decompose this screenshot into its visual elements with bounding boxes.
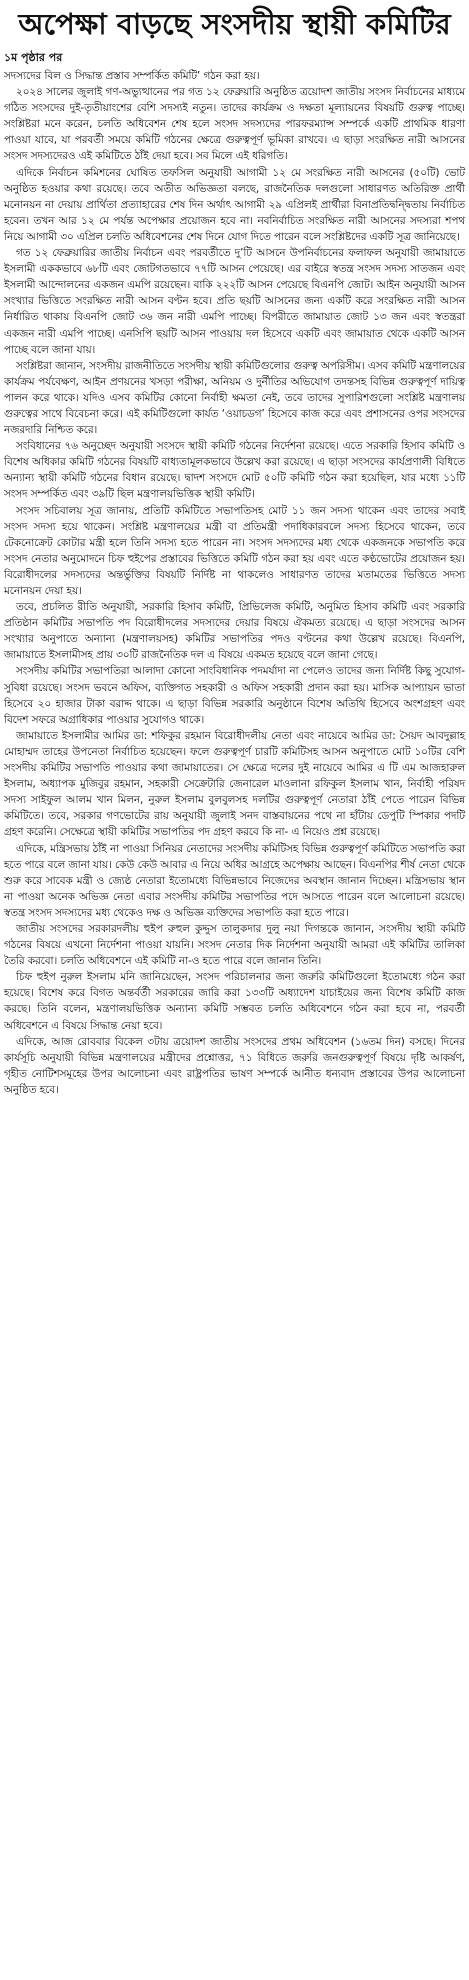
article-paragraph: ২০২৪ সালের জুলাই গণ-অভ্যুত্থানের পর গত ১২ ফেব্রুয়ারি অনুষ্ঠিত ত্রয়োদশ জাতীয় সংসদ নির্বাচনের মাধ্যমে গঠিত সংসদের দুই-তৃতীয়াংশের বেশি সদস্যই নতুন। তাদের কার্যক্রম ও দক্ষতা মূল্যায়নের বিষয়টি গুরুত্ব পাচ্ছে। সংশ্লিষ্টরা মনে করেন, চলতি অধিবেশন শেষ হলে সংসদ সদস্যদের পারফরম্যান্স সম্পর্কে একটি প্রাথমিক ধারণা পাওয়া যাবে, যা পরবর্তী সময়ে কমিটি গঠনের ক্ষেত্রে গুরুত্বপূর্ণ ভূমিকা রাখবে। এ ছাড়া সংরক্ষিত নারী আসনের সংসদ সদস্যদেরও এই কমিটিতে ঠাঁই দেয়া হবে। সব মিলে এই ধরিগতি। [4, 86, 465, 163]
article-paragraph: এদিকে, আজ রোববার বিকেল ৩টায় ত্রয়োদশ জাতীয় সংসদের প্রথম অধিবেশন (১৬তম দিন) বসছে। দিনের কার্যসূচি অনুযায়ী বিভিন্ন মন্ত্রণালয়ের মন্ত্রীদের প্রশ্নোত্তর, ৭১ বিধিতে জরুরি জনগুরুত্বপূর্ণ বিষয়ে দৃষ্টি আকর্ষণ, গৃহীত নোটিশসমূহের উপর আলোচনা এবং রাষ্ট্রপতির ভাষণ সম্পর্কে আনীত ধন্যবাদ প্রস্তাবের উপর আলোচনা অনুষ্ঠিত হবে। [4, 1035, 465, 1096]
article-headline: অপেক্ষা বাড়ছে সংসদীয় স্থায়ী কমিটির [18, 7, 451, 41]
article-paragraph: চিফ হুইপ নুরুল ইসলাম মনি জানিয়েছেন, সংসদ পরিচালনার জন্য জরুরি কমিটিগুলো ইতোমধ্যে গঠন করা হয়েছে। বিশেষ করে বিগত অন্তর্বর্তী সরকারের জারি করা ১৩৩টি অধ্যাদেশ যাচাইয়ের জন্য বিশেষ কমিটি কাজ করছে। তিনি বলেন, মন্ত্রণালয়ভিত্তিক অন্যান্য কমিটি সম্ভবত চলতি অধিবেশনে গঠন করা হবে না, পরবর্তী অধিবেশনে এ বিষয়ে সিদ্ধান্ত নেয়া হবে। [4, 971, 465, 1032]
article-paragraph: সংশ্লিষ্টরা জানান, সংসদীয় রাজনীতিতে সংসদীয় স্থায়ী কমিটিগুলোর গুরুত্ব অপরিসীম। এসব কমিটি মন্ত্রণালয়ের কার্যক্রম পর্যবেক্ষণ, আইন প্রণয়নের খসড়া পরীক্ষা, অনিয়ম ও দুর্নীতির অভিযোগ তদন্তসহ বিভিন্ন গুরুত্বপূর্ণ দায়িত্ব পালন করে থাকে। যদিও এসব কমিটির কোনো নির্বাহী ক্ষমতা নেই, তবে তাদের সুপারিশগুলো সংশ্লিষ্ট মন্ত্রণালয় গুরুত্বের সাথে বিবেচনা করে। এই কমিটিগুলো কার্যত ‘ওয়াচডগ’ হিসেবে কাজ করে এবং প্রশাসনের ওপর সংসদের নজরদারি নিশ্চিত করে। [4, 359, 465, 437]
article-paragraph: সংসদ সচিবালয় সূত্র জানায়, প্রতিটি কমিটিতে সভাপতিসহ মোট ১১ জন সদস্য থাকেন এবং তাদের সবাই সংসদ সদস্য হয়ে থাকেন। সংশ্লিষ্ট মন্ত্রণালয়ের মন্ত্রী বা প্রতিমন্ত্রী পদাধিকারবলে সদস্য হিসেবে থাকেন, তবে টেকনোক্রেট কোটার মন্ত্রী হলে তিনি সদস্য হতে পারেন না। সংসদ সদস্যদের মধ্য থেকে একজনকে সভাপতি করে সংসদ নেতার অনুমোদনে চিফ হুইপের প্রস্তাবের ভিত্তিতে কমিটি গঠন করা হয় এবং এতে কণ্ঠভোটের প্রয়োজন হয়। বিরোধীদলের সদস্যদের অন্তর্ভুক্তির বিষয়টি নির্দিষ্ট না থাকলেও সাধারণত তাদের মতামতের ভিত্তিতে সদস্য মনোনয়ন দেয়া হয়। [4, 504, 465, 597]
continuation-note: ১ম পৃষ্ঠার পর [4, 51, 63, 64]
article-paragraph: সংবিধানের ৭৬ অনুচ্ছেদ অনুযায়ী সংসদে স্থায়ী কমিটি গঠনের নির্দেশনা রয়েছে। এতে সরকারি হিসাব কমিটি ও বিশেষ অধিকার কমিটি গঠনের বিষয়টি বাধ্যতামূলকভাবে উল্লেখ করা রয়েছে। এ ছাড়া সংসদের কার্যপ্রণালী বিধিতে অন্যান্য স্থায়ী কমিটি গঠনের বিধান রয়েছে। দ্বাদশ সংসদে মোট ৫০টি কমিটি গঠন করা হয়েছিল, যার মধ্যে ১১টি সংসদ সম্পর্কিত এবং ৩৯টি ছিল মন্ত্রণালয়ভিত্তিক স্থায়ী কমিটি। [4, 440, 465, 501]
article-paragraph: এদিকে, মন্ত্রিসভায় ঠাঁই না পাওয়া সিনিয়র নেতাদের সংসদীয় কমিটিসহ বিভিন্ন গুরুত্বপূর্ণ কমিটিতে সভাপতি করা হতে পারে বলে জানা যায়। কেউ কেউ আবার এ নিয়ে অধির আগ্রহে অপেক্ষায় আছেন। বিএনপির শীর্ষ নেতা থেকে শুরু করে সাবেক মন্ত্রী ও জ্যেষ্ঠ নেতারা ইতোমধ্যে বিভিন্নভাবে নিজেদের অবস্থান জানান দিচ্ছেন। মন্ত্রিসভায় স্থান না পাওয়া অনেক অভিজ্ঞ নেতা এবার সংসদীয় কমিটির সভাপতির পদে আসতে পারেন বলে আলোচনা রয়েছে। স্বতন্ত্র সংসদ সদস্যদের মধ্য থেকেও দক্ষ ও অভিজ্ঞ ব্যক্তিদের সভাপতি করা হতে পারে। [4, 842, 465, 919]
article-paragraph: এদিকে নির্বাচন কমিশনের ঘোষিত তফসিল অনুযায়ী আগামী ১২ মে সংরক্ষিত নারী আসনের (৫০টি) ভোট অনুষ্ঠিত হওয়ার কথা রয়েছে। তবে অতীত অভিজ্ঞতা বলছে, রাজনৈতিক দলগুলো সাধারণত অতিরিক্ত প্রার্থী মনোনয়ন না দেয়ায় প্রার্থিতা প্রত্যাহারের শেষ দিন অর্থাৎ আগামী ২৯ এপ্রিলই প্রার্থীরা বিনাপ্রতিদ্বন্দ্বিতায় নির্বাচিত হবেন। তখন আর ১২ মে পর্যন্ত অপেক্ষার প্রয়োজন হবে না। নবনির্বাচিত সংরক্ষিত নারী আসনের সদস্যরা শপথ নিয়ে আগামী ৩০ এপ্রিল চলতি অধিবেশনের শেষ দিনে যোগ দিতে পারেন বলে সংশ্লিষ্টদের একটি সূত্র জানিয়েছে। [4, 166, 465, 243]
article-paragraph: সদস্যদের বিল ও সিদ্ধান্ত প্রস্তাব সম্পর্কিত কমিটি’ গঠন করা হয়। [4, 70, 260, 82]
article-body [4, 68, 465, 1098]
article-paragraph: জামায়াতে ইসলামীর আমির ডা: শফিকুর রহমান বিরোধীদলীয় নেতা এবং নায়েবে আমির ডা: সৈয়দ আবদুল্লাহ মোহাম্মদ তাহের উপনেতা নির্বাচিত হয়েছেন। ফলে গুরুত্বপূর্ণ চারটি কমিটিসহ আসন অনুপাতে মোট ১০টির বেশি সংসদীয় কমিটির সভাপতি পাওয়ার কথা জামায়াতের। সে ক্ষেত্রে দলের দুই নায়েবে আমির এ টি এম আজহারুল ইসলাম, অধ্যাপক মুজিবুর রহমান, সহকারী সেক্রেটারি জেনারেল মাওলানা রফিকুল ইসলাম খান, নির্বাহী পরিষদ সদস্য সাইফুল আলম খান মিলন, নুরুল ইসলাম বুলবুলসহ দলটির গুরুত্বপূর্ণ নেতারা ঠাঁই পেতে পারেন বিভিন্ন কমিটিতে। তবে, সরকার গণভোটের রায় অনুযায়ী জুলাই সনদ বাস্তবায়নের পথে না হাঁটায় ডেপুটি স্পিকার পদটি গ্রহণ করেনি। সেক্ষেত্রে স্থায়ী কমিটির সভাপতির পদ গ্রহণ করবে কি না- এ নিয়েও প্রশ্ন রয়েছে। [4, 729, 465, 839]
article-paragraph: তবে, প্রচলিত রীতি অনুযায়ী, সরকারি হিসাব কমিটি, প্রিভিলেজ কমিটি, অনুমিত হিসাব কমিটি এবং সরকারি প্রতিষ্ঠান কমিটির সভাপতি পদ বিরোধীদলের সদস্যদের দেয়ার বিষয়ে ঐকমত্য রয়েছে। এ ছাড়া সংসদের আসন সংখ্যার অনুপাতে অন্যান্য (মন্ত্রণালয়সহ) কমিটির সভাপতির পদও বণ্টনের কথা উল্লেখ রয়েছে। বিএনপি, জামায়াতে ইসলামীসহ প্রায় ৩০টি রাজনৈতিক দল এ বিষয়ে একমত হয়েছে বলে জানা গেছে। [4, 601, 465, 662]
article-paragraph: জাতীয় সংসদের সরকারদলীয় হুইপ রুহুল কুদ্দুস তালুকদার দুলু নয়া দিগন্তকে জানান, সংসদীয় স্থায়ী কমিটি গঠনের বিষয়ে এখনো নির্দেশনা পাওয়া যায়নি। সংসদ নেতার দিক নির্দেশনা অনুযায়ী আমরা এই কমিটির তালিকা তৈরি করবো। চলতি অধিবেশনে এই কমিটি না-ও হতে পারে বলে জানান তিনি। [4, 922, 465, 968]
article-paragraph: সংসদীয় কমিটির সভাপতিরা আলাদা কোনো সাংবিধানিক পদমর্যাদা না পেলেও তাদের জন্য নির্দিষ্ট কিছু সুযোগ-সুবিধা রয়েছে। সংসদ ভবনে অফিস, ব্যক্তিগত সহকারী ও অফিস সহকারী প্রদান করা হয়। মাসিক আপ্যায়ন ভাতা হিসেবে ২০ হাজার টাকা বরাদ্দ থাকে। এ ছাড়া বিভিন্ন সরকারি অনুষ্ঠানে বিশেষ অতিথি হিসেবে অংশগ্রহণ এবং বিদেশ সফরে অগ্রাধিকার পাওয়ার সুযোগও থাকে। [4, 665, 465, 726]
article-paragraph: গত ১২ ফেব্রুয়ারির জাতীয় নির্বাচন এবং পরবর্তীতে দু’টি আসনে উপনির্বাচনের ফলাফল অনুযায়ী জামায়াতে ইসলামী এককভাবে ৬৮টি এবং জোটগতভাবে ৭৭টি আসন পেয়েছে। এর বাইরে স্বতন্ত্র সংসদ সদস্য সাতজন এবং ইসলামী আন্দোলনের একজন এমপি রয়েছেন। বাকি ২২২টি আসন পেয়েছে বিএনপি জোট। আইন অনুযায়ী আসন সংখ্যার ভিত্তিতে সংরক্ষিত নারী আসন বণ্টন হবে। প্রতি ছয়টি আসনের জন্য একটি করে সংরক্ষিত নারী আসন নির্ধারিত থাকায় বিএনপি জোট ৩৬ জন নারী এমপি পাচ্ছে। বিপরীতে জামায়াত জোট ১৩ জন এবং স্বতন্ত্ররা একজন নারী এমপি পাচ্ছে। এনসিপি ছয়টি আসন পাওয়ায় দল হিসেবে একটি এবং জামায়াত থেকে একটি আসন পাচ্ছে বলে জানা যায়। [4, 247, 465, 356]
